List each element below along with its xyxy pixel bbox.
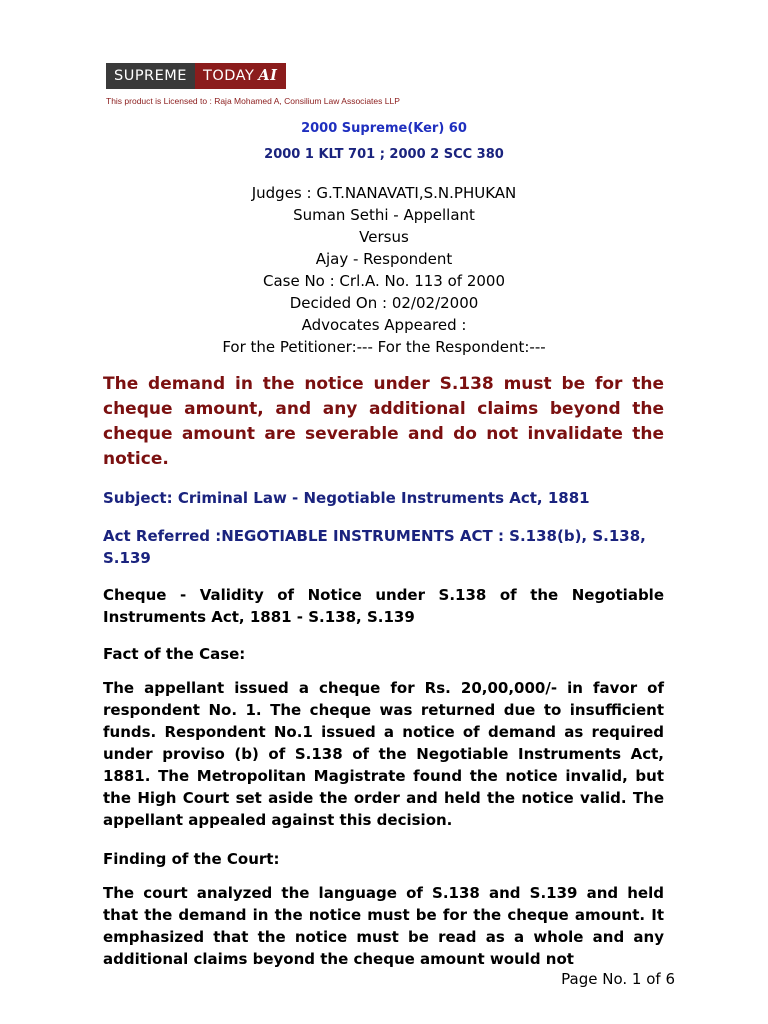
case-number-line: Case No : Crl.A. No. 113 of 2000 (262, 272, 506, 290)
judges-line: Judges : G.T.NANAVATI,S.N.PHUKAN (251, 184, 517, 202)
facts-paragraph: The appellant issued a cheque for Rs. 20,00,000/- in favor of respondent No. 1. The cheque was returned due to insufficient funds. Respondent No.1 issued a notice of demand as required under proviso (b) of S.138 of the Negotiable Instruments Act, 1881. The Metropolitan Magistrate found the notice invalid, but the High Court set aside the order and held the notice valid. The appellant appealed against this decision. (103, 679, 664, 829)
logo-ai-text: AI (258, 67, 278, 84)
acts-referred: Act Referred :NEGOTIABLE INSTRUMENTS ACT : S.138(b), S.138, S.139 (103, 527, 646, 567)
supreme-today-ai-logo (106, 63, 286, 89)
facts-heading: Fact of the Case: (103, 645, 246, 663)
logo-supreme-text: SUPREME (106, 63, 195, 89)
citation-primary: 2000 Supreme(Ker) 60 (301, 121, 467, 136)
respondent-line: Ajay - Respondent (315, 250, 453, 268)
page-number: Page No. 1 of 6 (561, 970, 675, 988)
findings-heading: Finding of the Court: (103, 850, 280, 868)
versus-line: Versus (359, 228, 409, 246)
topic-paragraph: Cheque - Validity of Notice under S.138 of the Negotiable Instruments Act, 1881 - S.138, S.139 (103, 586, 664, 626)
subject-line: Subject: Criminal Law - Negotiable Instruments Act, 1881 (103, 489, 590, 507)
appellant-line: Suman Sethi - Appellant (293, 206, 475, 224)
case-metadata (0, 182, 768, 358)
logo-today-block (195, 63, 286, 89)
headnote: The demand in the notice under S.138 must be for the cheque amount, and any additional claims beyond the cheque amount are severable and do not invalidate the notice. (103, 374, 664, 469)
counsel-line: For the Petitioner:--- For the Respondent:--- (222, 338, 546, 356)
decided-on-line: Decided On : 02/02/2000 (289, 294, 479, 312)
findings-paragraph: The court analyzed the language of S.138 and S.139 and held that the demand in the notice must be for the cheque amount. It emphasized that the notice must be read as a whole and any additional claims beyond the cheque amount would not (103, 884, 664, 968)
logo-today-text: TODAY (202, 68, 255, 84)
advocates-heading: Advocates Appeared : (301, 316, 467, 334)
citation-secondary: 2000 1 KLT 701 ; 2000 2 SCC 380 (264, 147, 504, 162)
license-notice: This product is Licensed to : Raja Mohamed A, Consilium Law Associates LLP (106, 96, 400, 106)
